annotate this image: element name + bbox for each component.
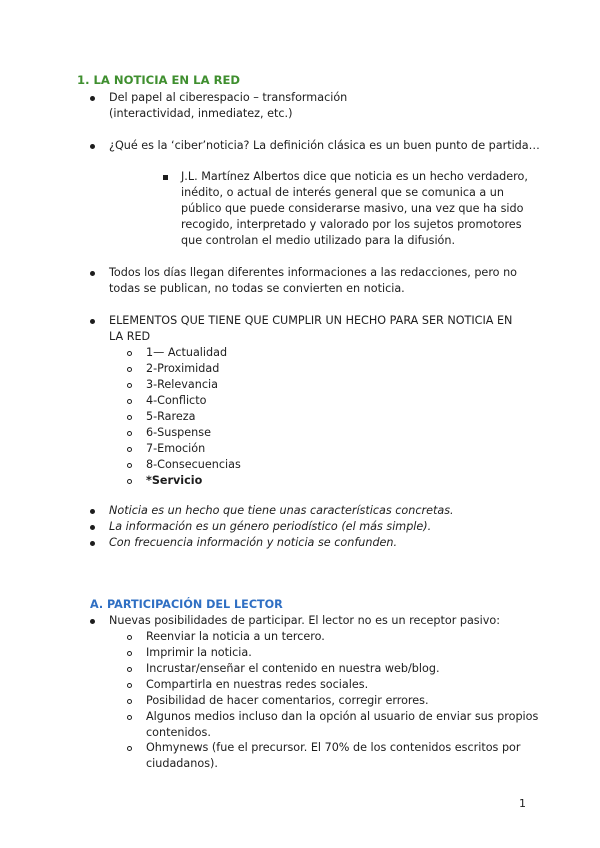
circle-bullet-icon — [127, 415, 132, 420]
bullet-icon — [90, 319, 95, 324]
circle-bullet-icon — [127, 399, 132, 404]
quote-line: recogido, interpretado y valorado por los sujetos promotores — [181, 218, 522, 231]
circle-bullet-icon — [127, 367, 132, 372]
circle-bullet-icon — [127, 715, 132, 720]
summary-text: Noticia es un hecho que tiene unas características concretas. — [109, 504, 454, 517]
list-item: Imprimir la noticia. — [146, 646, 252, 659]
item-text: todas se publican, no todas se convierten en noticia. — [109, 282, 405, 295]
list-item: 6-Suspense — [146, 426, 211, 439]
list-item: Posibilidad de hacer comentarios, corregir errores. — [146, 694, 429, 707]
circle-bullet-icon — [127, 635, 132, 640]
bullet-icon — [90, 271, 95, 276]
section-heading-a: A. PARTICIPACIÓN DEL LECTOR — [90, 598, 283, 611]
circle-bullet-icon — [127, 463, 132, 468]
list-item: Reenviar la noticia a un tercero. — [146, 630, 325, 643]
circle-bullet-icon — [127, 431, 132, 436]
list-item: Incrustar/enseñar el contenido en nuestra web/blog. — [146, 662, 440, 675]
list-item: 3-Relevancia — [146, 378, 218, 391]
list-item: *Servicio — [146, 474, 203, 487]
circle-bullet-icon — [127, 383, 132, 388]
circle-bullet-icon — [127, 667, 132, 672]
quote-line: inédito, o actual de interés general que se comunica a un — [181, 186, 504, 199]
item-text: ¿Qué es la ‘ciber’noticia? La definición clásica es un buen punto de partida… — [109, 139, 540, 152]
circle-bullet-icon — [127, 351, 132, 356]
item-text: (interactividad, inmediatez, etc.) — [109, 107, 293, 120]
list-item: contenidos. — [146, 726, 211, 739]
list-item: Ohmynews (fue el precursor. El 70% de los contenidos escritos por — [146, 741, 521, 754]
bullet-icon — [90, 96, 95, 101]
item-text: Del papel al ciberespacio – transformación — [109, 91, 348, 104]
circle-bullet-icon — [127, 699, 132, 704]
square-bullet-icon — [163, 175, 168, 180]
list-item: 1— Actualidad — [146, 346, 228, 359]
item-text: Todos los días llegan diferentes informaciones a las redacciones, pero no — [109, 266, 518, 279]
list-item: Compartirla en nuestras redes sociales. — [146, 678, 369, 691]
circle-bullet-icon — [127, 651, 132, 656]
quote-line: J.L. Martínez Albertos dice que noticia es un hecho verdadero, — [181, 170, 528, 183]
item-text: ELEMENTOS QUE TIENE QUE CUMPLIR UN HECHO PARA SER NOTICIA EN — [109, 314, 513, 327]
list-item: Algunos medios incluso dan la opción al usuario de enviar sus propios — [146, 710, 539, 723]
list-item: 2-Proximidad — [146, 362, 220, 375]
summary-text: Con frecuencia información y noticia se confunden. — [109, 536, 398, 549]
list-item: 4-Conflicto — [146, 394, 207, 407]
item-text: Nuevas posibilidades de participar. El lector no es un receptor pasivo: — [109, 614, 500, 627]
bullet-icon — [90, 525, 95, 530]
item-text: LA RED — [109, 330, 151, 343]
circle-bullet-icon — [127, 447, 132, 452]
bullet-icon — [90, 619, 95, 624]
quote-line: que controlan el medio utilizado para la difusión. — [181, 234, 456, 247]
page-number: 1 — [519, 797, 526, 810]
circle-bullet-icon — [127, 746, 132, 751]
circle-bullet-icon — [127, 683, 132, 688]
list-item: 7-Emoción — [146, 442, 206, 455]
bullet-icon — [90, 509, 95, 514]
circle-bullet-icon — [127, 479, 132, 484]
bullet-icon — [90, 541, 95, 546]
list-item: 8-Consecuencias — [146, 458, 241, 471]
bullet-icon — [90, 144, 95, 149]
list-item: ciudadanos). — [146, 757, 218, 770]
summary-text: La información es un género periodístico (el más simple). — [109, 520, 432, 533]
section-heading-1: 1. LA NOTICIA EN LA RED — [77, 73, 241, 87]
quote-line: público que puede considerarse masivo, una vez que ha sido — [181, 202, 524, 215]
list-item: 5-Rareza — [146, 410, 196, 423]
